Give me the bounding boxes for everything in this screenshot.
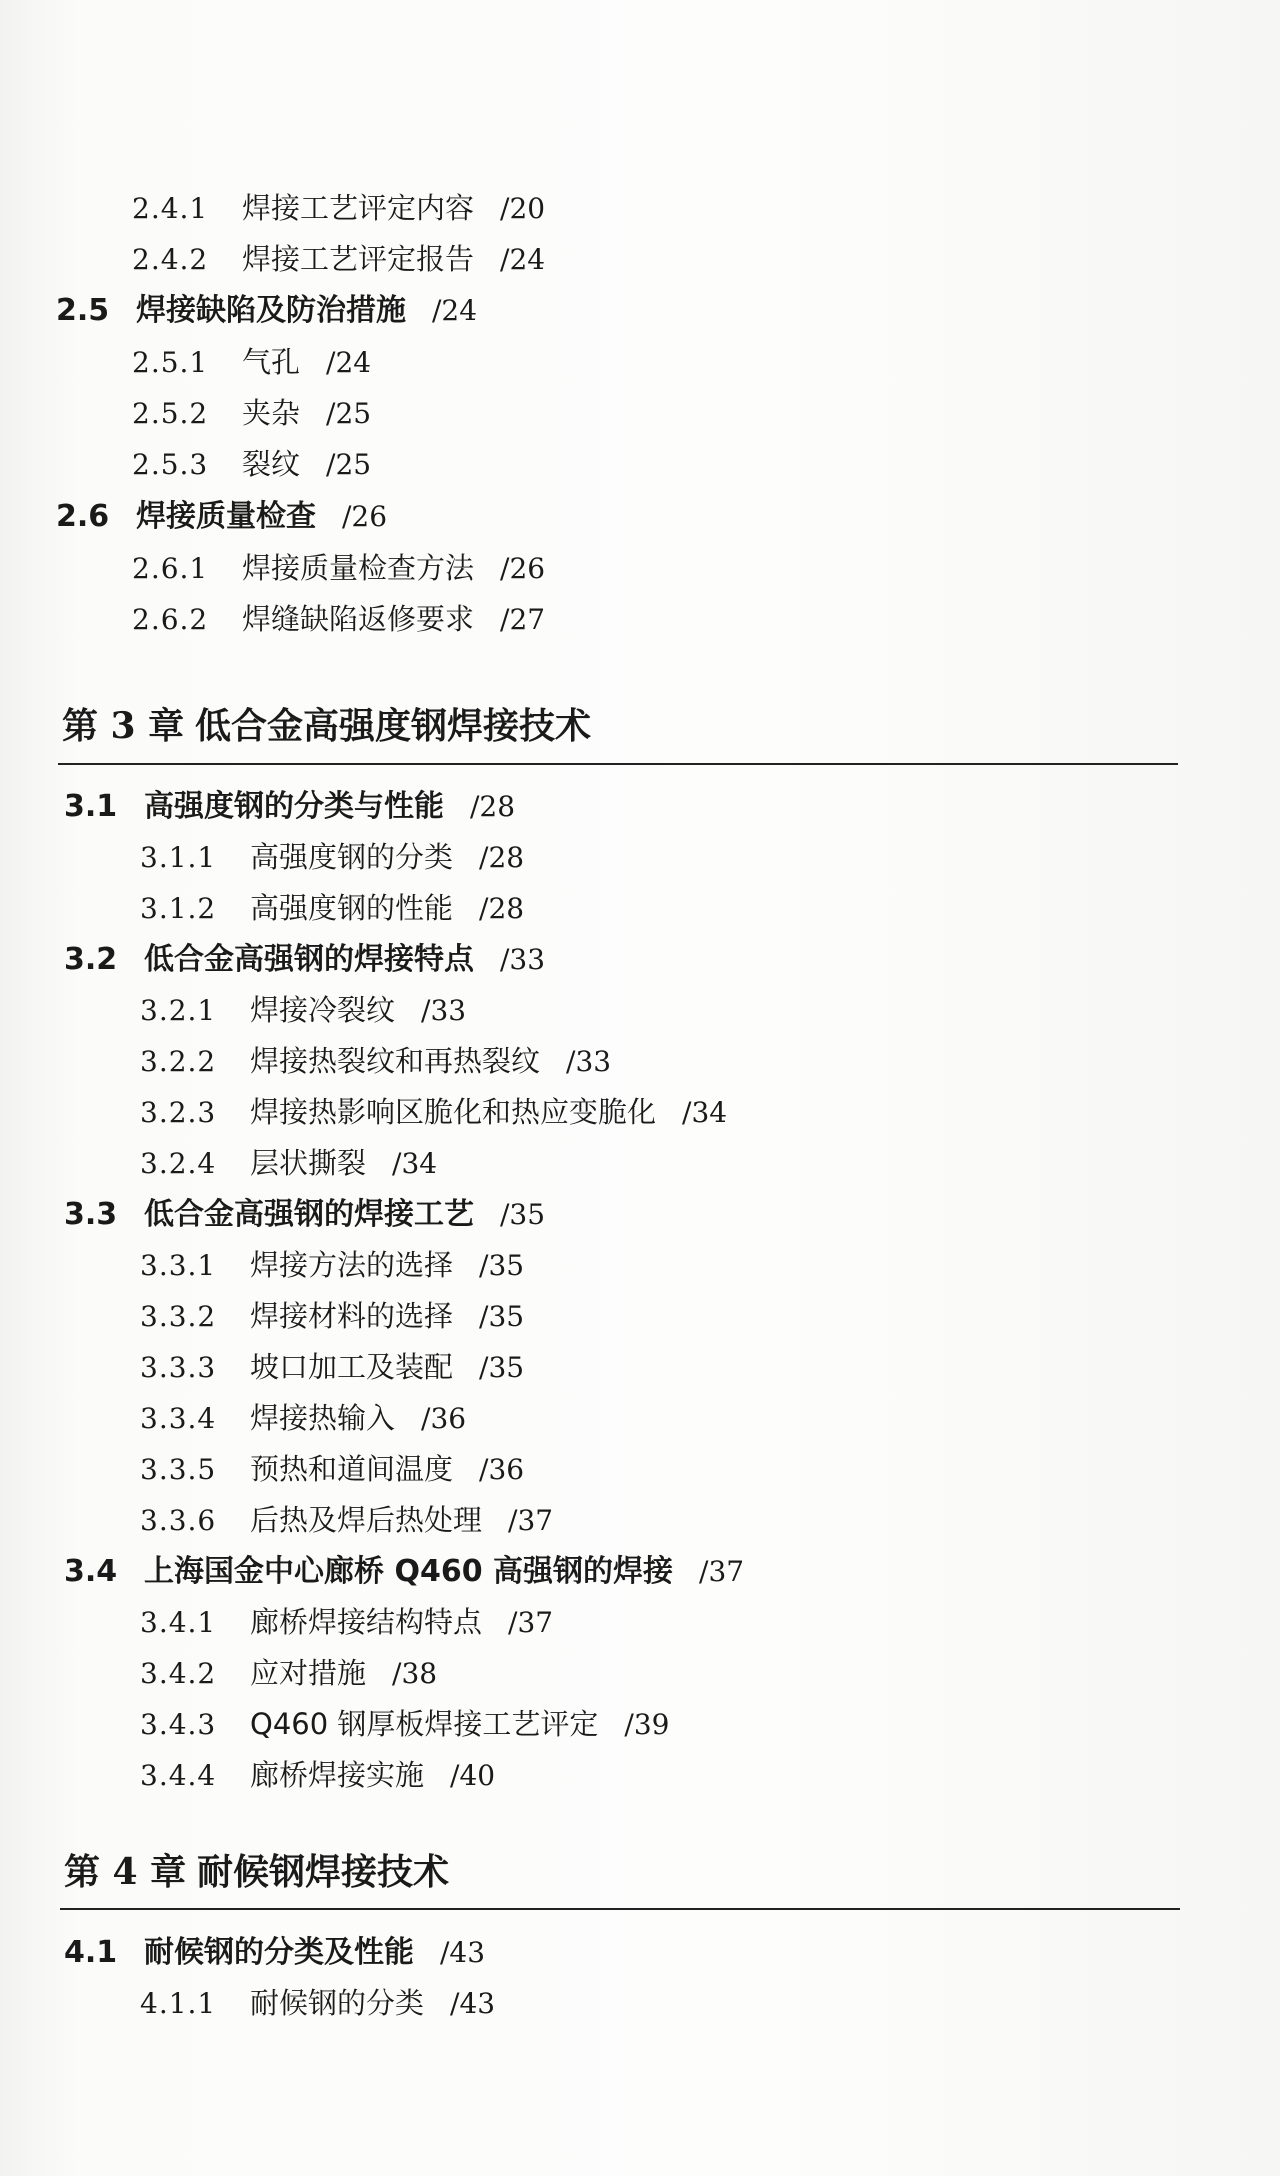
- entry-title: 坡口加工及装配: [250, 1350, 454, 1384]
- toc-entry-3-2-1: [140, 993, 467, 1027]
- entry-number: 3.3.3: [140, 1351, 217, 1384]
- entry-page: /33: [566, 1045, 612, 1078]
- section-title: 高强度钢的分类与性能: [144, 789, 444, 824]
- toc-entry-2-4-2: [132, 242, 546, 276]
- section-number: 4.1: [64, 1935, 118, 1970]
- entry-number: 2.6.2: [132, 603, 209, 636]
- entry-title: 焊接方法的选择: [250, 1248, 454, 1282]
- section-number: 3.2: [64, 942, 118, 977]
- entry-number: 3.1.1: [140, 841, 217, 874]
- entry-number: 3.1.2: [140, 892, 217, 925]
- entry-number: 3.3.6: [140, 1504, 217, 1537]
- entry-title: 裂纹: [242, 447, 301, 481]
- section-page: /37: [699, 1555, 745, 1588]
- toc-entry-2-4-1: [132, 191, 546, 225]
- entry-title: 高强度钢的分类: [250, 840, 454, 874]
- entry-page: /35: [479, 1249, 525, 1282]
- toc-section-2-5: [56, 293, 478, 328]
- section-title: 焊接质量检查: [136, 499, 316, 534]
- toc-entry-3-1-1: [140, 840, 525, 874]
- entry-number: 3.4.4: [140, 1759, 217, 1792]
- toc-entry-2-5-2: [132, 396, 372, 430]
- section-number: 2.5: [56, 293, 110, 328]
- entry-page: /24: [326, 346, 372, 379]
- section-title: 低合金高强钢的焊接特点: [144, 942, 474, 977]
- toc-entry-3-3-2: [140, 1299, 525, 1333]
- toc-entry-3-1-2: [140, 891, 525, 925]
- toc-section-4-1: [64, 1935, 486, 1970]
- entry-number: 3.3.1: [140, 1249, 217, 1282]
- toc-entry-3-2-2: [140, 1044, 612, 1078]
- entry-number: 2.4.2: [132, 243, 209, 276]
- entry-number: 3.4.1: [140, 1606, 217, 1639]
- entry-title: 层状撕裂: [250, 1146, 367, 1180]
- chapter-title: 低合金高强度钢焊接技术: [195, 705, 592, 747]
- entry-number: 2.5.1: [132, 346, 209, 379]
- toc-entry-3-2-3: [140, 1095, 728, 1129]
- chapter-3-heading: [62, 705, 592, 747]
- entry-page: /24: [500, 243, 546, 276]
- entry-page: /28: [479, 892, 525, 925]
- entry-page: /38: [392, 1657, 438, 1690]
- chapter-3-rule: [58, 763, 1178, 765]
- section-page: /33: [500, 943, 546, 976]
- entry-number: 2.5.3: [132, 448, 209, 481]
- entry-number: 3.4.2: [140, 1657, 217, 1690]
- toc-entry-3-3-3: [140, 1350, 525, 1384]
- entry-page: /28: [479, 841, 525, 874]
- section-page: /26: [342, 500, 388, 533]
- toc-entry-2-6-2: [132, 602, 546, 636]
- entry-page: /25: [326, 448, 372, 481]
- entry-title: 气孔: [242, 345, 301, 379]
- entry-title: 廊桥焊接结构特点: [250, 1605, 483, 1639]
- section-number: 3.1: [64, 789, 118, 824]
- entry-title: 应对措施: [250, 1656, 367, 1690]
- entry-number: 3.4.3: [140, 1708, 217, 1741]
- entry-number: 3.3.5: [140, 1453, 217, 1486]
- section-page: /35: [500, 1198, 546, 1231]
- toc-section-2-6: [56, 499, 388, 534]
- entry-title: 廊桥焊接实施: [250, 1758, 425, 1792]
- section-number: 3.4: [64, 1554, 118, 1589]
- chapter-title: 耐候钢焊接技术: [197, 1851, 450, 1893]
- toc-section-3-3: [64, 1197, 546, 1232]
- toc-entry-2-6-1: [132, 551, 546, 585]
- chapter-label: 第 3 章: [62, 705, 185, 747]
- entry-title: 焊接热影响区脆化和热应变脆化: [250, 1095, 657, 1129]
- entry-page: /27: [500, 603, 546, 636]
- toc-entry-3-2-4: [140, 1146, 438, 1180]
- entry-title: 焊接冷裂纹: [250, 993, 396, 1027]
- toc-entry-3-4-4: [140, 1758, 496, 1792]
- toc-entry-3-4-3: [140, 1707, 670, 1741]
- entry-title: 焊缝缺陷返修要求: [242, 602, 475, 636]
- section-title: 上海国金中心廊桥 Q460 高强钢的焊接: [144, 1554, 674, 1589]
- toc-entry-4-1-1: [140, 1986, 496, 2020]
- entry-number: 3.2.2: [140, 1045, 217, 1078]
- entry-page: /43: [450, 1987, 496, 2020]
- entry-page: /37: [508, 1606, 554, 1639]
- entry-number: 3.2.1: [140, 994, 217, 1027]
- toc-section-3-4: [64, 1554, 745, 1589]
- entry-page: /35: [479, 1300, 525, 1333]
- entry-page: /39: [624, 1708, 670, 1741]
- section-title: 低合金高强钢的焊接工艺: [144, 1197, 474, 1232]
- entry-page: /25: [326, 397, 372, 430]
- entry-page: /33: [421, 994, 467, 1027]
- section-number: 3.3: [64, 1197, 118, 1232]
- entry-page: /34: [392, 1147, 438, 1180]
- entry-page: /20: [500, 192, 546, 225]
- entry-number: 2.5.2: [132, 397, 209, 430]
- toc-entry-3-3-6: [140, 1503, 554, 1537]
- entry-title: 预热和道间温度: [250, 1452, 454, 1486]
- entry-number: 2.6.1: [132, 552, 209, 585]
- entry-page: /40: [450, 1759, 496, 1792]
- chapter-label: 第 4 章: [64, 1851, 187, 1893]
- entry-page: /26: [500, 552, 546, 585]
- toc-entry-2-5-3: [132, 447, 372, 481]
- chapter-4-rule: [60, 1908, 1180, 1910]
- entry-number: 3.2.3: [140, 1096, 217, 1129]
- entry-page: /36: [421, 1402, 467, 1435]
- entry-title: 焊接热输入: [250, 1401, 396, 1435]
- entry-title: 焊接热裂纹和再热裂纹: [250, 1044, 541, 1078]
- entry-title: 焊接材料的选择: [250, 1299, 454, 1333]
- toc-entry-3-3-1: [140, 1248, 525, 1282]
- section-page: /24: [432, 294, 478, 327]
- entry-title: 焊接质量检查方法: [242, 551, 475, 585]
- entry-title: 焊接工艺评定内容: [242, 191, 475, 225]
- entry-page: /37: [508, 1504, 554, 1537]
- entry-page: /34: [682, 1096, 728, 1129]
- toc-section-3-1: [64, 789, 516, 824]
- chapter-4-heading: [64, 1851, 450, 1893]
- entry-title: 高强度钢的性能: [250, 891, 454, 925]
- toc-entry-3-3-4: [140, 1401, 467, 1435]
- toc-entry-3-3-5: [140, 1452, 525, 1486]
- entry-number: 3.2.4: [140, 1147, 217, 1180]
- entry-number: 4.1.1: [140, 1987, 217, 2020]
- entry-page: /35: [479, 1351, 525, 1384]
- entry-title: 后热及焊后热处理: [250, 1503, 483, 1537]
- section-page: /28: [470, 790, 516, 823]
- toc-entry-3-4-1: [140, 1605, 554, 1639]
- section-title: 耐候钢的分类及性能: [144, 1935, 414, 1970]
- entry-number: 2.4.1: [132, 192, 209, 225]
- entry-number: 3.3.4: [140, 1402, 217, 1435]
- entry-title: Q460 钢厚板焊接工艺评定: [250, 1707, 599, 1741]
- section-page: /43: [440, 1936, 486, 1969]
- section-title: 焊接缺陷及防治措施: [136, 293, 406, 328]
- entry-title: 耐候钢的分类: [250, 1986, 425, 2020]
- toc-section-3-2: [64, 942, 546, 977]
- toc-entry-3-4-2: [140, 1656, 438, 1690]
- section-number: 2.6: [56, 499, 110, 534]
- entry-title: 夹杂: [242, 396, 301, 430]
- entry-page: /36: [479, 1453, 525, 1486]
- entry-number: 3.3.2: [140, 1300, 217, 1333]
- entry-title: 焊接工艺评定报告: [242, 242, 475, 276]
- toc-entry-2-5-1: [132, 345, 372, 379]
